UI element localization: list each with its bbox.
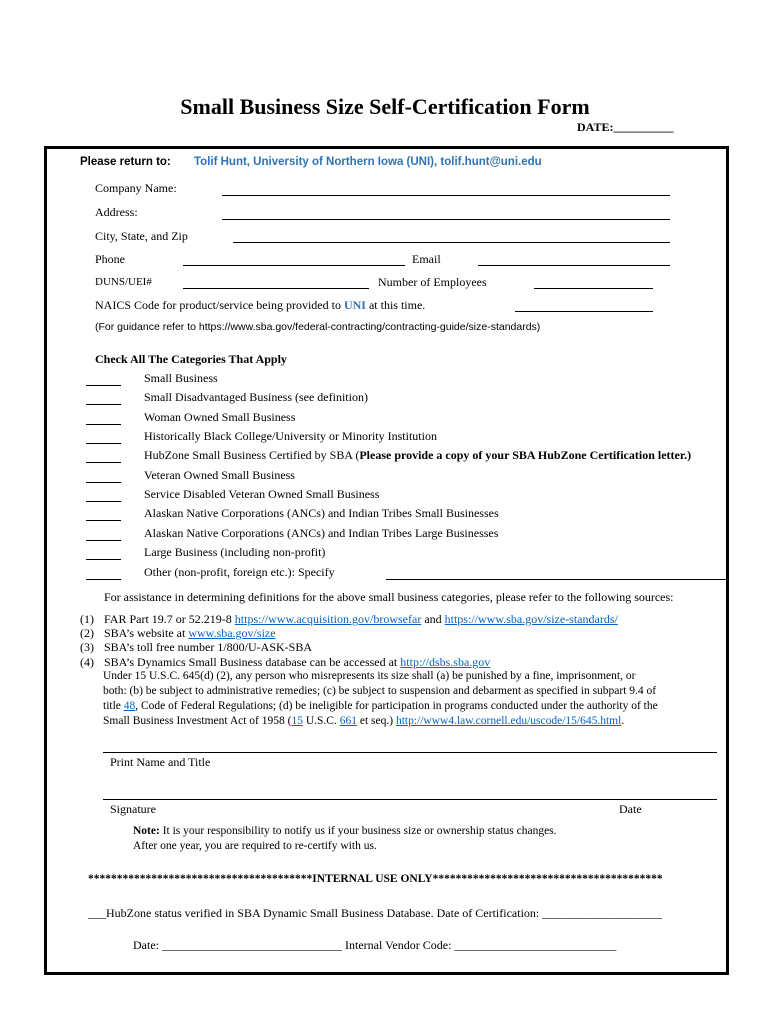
source-1: [104, 612, 618, 627]
category-checkbox[interactable]: [86, 520, 121, 521]
sba-size-standards-link[interactable]: https://www.sba.gov/size-standards/: [444, 612, 618, 626]
hubzone-verification-line[interactable]: ___HubZone status verified in SBA Dynamic Small Business Database. Date of Certification: ____________________: [88, 906, 663, 920]
category-checkbox[interactable]: [86, 540, 121, 541]
source-2: [104, 626, 276, 641]
vendor-code-line[interactable]: Date: ______________________________ Internal Vendor Code: ___________________________: [133, 938, 617, 952]
address-label: Address:: [95, 205, 138, 219]
source-2-number: (2): [80, 626, 94, 640]
category-label: Historically Black College/University or Minority Institution: [144, 429, 437, 443]
legal-cfr-text: , Code of Federal Regulations; (d) be ineligible for participation in programs conducted under the authority of the: [135, 700, 658, 712]
other-specify-field[interactable]: [386, 579, 727, 580]
naics-label: [95, 298, 425, 313]
cornell-law-link[interactable]: http://www4.law.cornell.edu/uscode/15/645.html: [395, 715, 622, 727]
print-name-label: Print Name and Title: [110, 755, 211, 769]
source-4: [104, 655, 490, 670]
num-employees-label: Number of Employees: [378, 275, 487, 289]
legal-usc-text: U.S.C.: [305, 715, 337, 727]
note-label: Note:: [133, 825, 160, 837]
usc-661-link[interactable]: 661: [339, 715, 357, 727]
size-standards-guidance: (For guidance refer to https://www.sba.gov/federal-contracting/contracting-guide/size-standards): [95, 321, 541, 333]
naics-suffix: at this time.: [368, 298, 426, 312]
category-label: Other (non-profit, foreign etc.): Specify: [144, 565, 335, 579]
category-label: Small Disadvantaged Business (see definition): [144, 390, 368, 404]
category-label: Small Business: [144, 371, 218, 385]
legal-text-line-2: both: (b) be subject to administrative remedies; (c) be subject to suspension and debarment as specified in subpart 9.4 of: [103, 685, 657, 697]
category-label: HubZone Small Business Certified by SBA (: [144, 448, 360, 462]
legal-text-line-4: [103, 715, 624, 727]
note-text-2: After one year, you are required to re-certify with us.: [133, 840, 377, 852]
stars-left: ***************************************: [88, 873, 313, 885]
print-name-field[interactable]: [103, 752, 717, 753]
hubzone-note: Please provide a copy of your SBA HubZone Certification letter.): [359, 448, 692, 462]
note-line-1: [133, 825, 557, 837]
legal-et-seq: et seq.): [359, 715, 394, 727]
naics-prefix: NAICS Code for product/service being provided to: [95, 298, 341, 312]
signature-field[interactable]: [103, 799, 717, 800]
category-label: Veteran Owned Small Business: [144, 468, 295, 482]
dsbs-link[interactable]: http://dsbs.sba.gov: [400, 655, 491, 669]
city-state-zip-label: City, State, and Zip: [95, 229, 188, 243]
email-label: Email: [412, 252, 441, 266]
usc-15-link[interactable]: 15: [291, 715, 303, 727]
legal-text-line-1: Under 15 U.S.C. 645(d) (2), any person who misrepresents its size shall (a) be punished by a fine, imprisonment, or: [103, 670, 636, 682]
category-checkbox[interactable]: [86, 404, 121, 405]
category-label: Alaskan Native Corporations (ANCs) and Indian Tribes Small Businesses: [144, 506, 499, 520]
company-name-field[interactable]: [222, 195, 670, 196]
category-label: Woman Owned Small Business: [144, 410, 296, 424]
phone-field[interactable]: [183, 265, 405, 266]
legal-text-line-3: [103, 700, 658, 712]
phone-label: Phone: [95, 252, 125, 266]
signature-label: Signature: [110, 802, 156, 816]
acquisition-gov-link[interactable]: https://www.acquisition.gov/browsefar: [234, 612, 422, 626]
category-label: Alaskan Native Corporations (ANCs) and Indian Tribes Large Businesses: [144, 526, 499, 540]
category-checkbox[interactable]: [86, 482, 121, 483]
category-label-hubzone: [144, 448, 691, 463]
category-label: Large Business (including non-profit): [144, 545, 326, 559]
naics-field[interactable]: [515, 311, 653, 312]
source-3-number: (3): [80, 640, 94, 654]
source-4-number: (4): [80, 655, 94, 669]
category-checkbox[interactable]: [86, 501, 121, 502]
address-field[interactable]: [222, 219, 670, 220]
title-48-link[interactable]: 48: [123, 700, 136, 712]
form-title: Small Business Size Self-Certification Form: [180, 94, 590, 119]
category-label: Service Disabled Veteran Owned Small Business: [144, 487, 380, 501]
categories-heading: Check All The Categories That Apply: [95, 352, 287, 366]
internal-use-label: INTERNAL USE ONLY: [312, 873, 433, 885]
category-checkbox[interactable]: [86, 385, 121, 386]
assistance-intro: For assistance in determining definitions for the above small business categories, please refer to the following sources:: [104, 590, 674, 604]
return-to-label: Please return to:: [80, 156, 171, 168]
source-3-text: SBA’s toll free number 1/800/U-ASK-SBA: [104, 640, 312, 654]
legal-period: .: [621, 715, 625, 727]
duns-label: DUNS/UEI#: [95, 276, 152, 288]
category-checkbox[interactable]: [86, 443, 121, 444]
date-label[interactable]: DATE:__________: [577, 120, 674, 134]
num-employees-field[interactable]: [534, 288, 653, 289]
note-text-1: It is your responsibility to notify us if your business size or ownership status changes.: [162, 825, 557, 837]
category-checkbox[interactable]: [86, 462, 121, 463]
category-checkbox[interactable]: [86, 424, 121, 425]
company-name-label: Company Name:: [95, 181, 177, 195]
source-2-text: SBA’s website at: [104, 626, 186, 640]
category-checkbox[interactable]: [86, 559, 121, 560]
source-1-text: FAR Part 19.7 or 52.219-8: [104, 612, 232, 626]
sba-size-link[interactable]: www.sba.gov/size: [188, 626, 276, 640]
internal-use-banner: [88, 873, 663, 885]
duns-field[interactable]: [183, 288, 369, 289]
legal-title: title: [103, 700, 121, 712]
source-1-number: (1): [80, 612, 94, 626]
stars-right: ****************************************: [432, 873, 663, 885]
legal-act-text: Small Business Investment Act of 1958 (: [103, 715, 292, 727]
email-field[interactable]: [478, 265, 670, 266]
source-1-and: and: [424, 612, 442, 626]
source-4-text: SBA’s Dynamics Small Business database can be accessed at: [104, 655, 398, 669]
naics-org: UNI: [343, 298, 366, 312]
return-to-contact: Tolif Hunt, University of Northern Iowa (UNI), tolif.hunt@uni.edu: [194, 156, 542, 168]
category-checkbox[interactable]: [86, 579, 121, 580]
city-state-zip-field[interactable]: [233, 242, 670, 243]
signature-date-label: Date: [619, 802, 642, 816]
